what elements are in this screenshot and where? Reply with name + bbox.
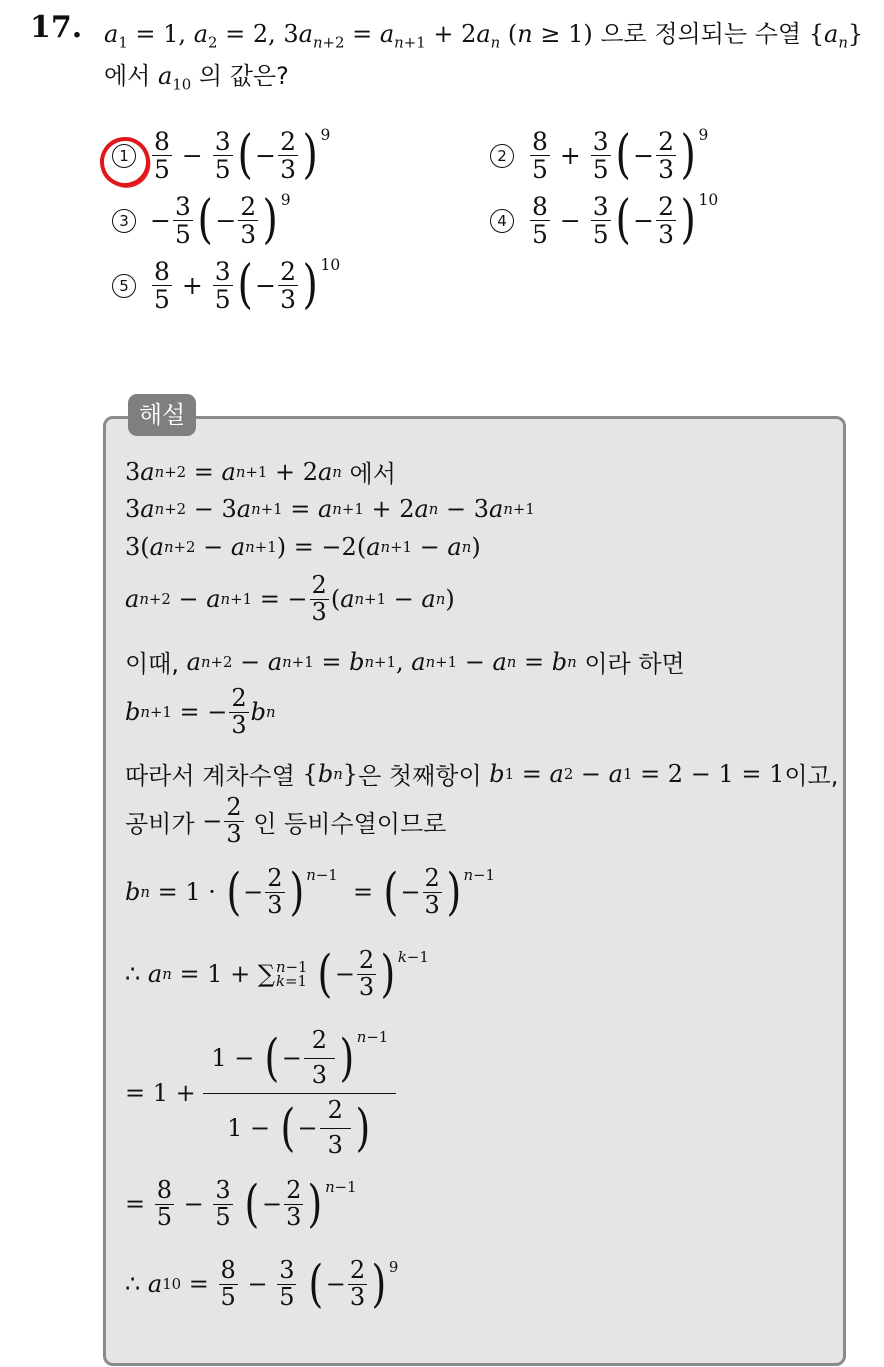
- question-text-1: 으로 정의되는 수열: [600, 20, 802, 48]
- option-2-circle: 2: [490, 144, 514, 168]
- solution-text-7: 공비가: [125, 809, 195, 838]
- solution-line-11: = 1 + 1 − ( − $\frac{2}{3}$ ) n−1 1 − ( − $\frac{2}{3}$ ): [125, 1028, 396, 1159]
- solution-text-2: 이때,: [125, 650, 179, 678]
- solution-text-4: 따라서 계차수열: [125, 762, 295, 790]
- solution-text-8: 인 등비수열이므로: [253, 809, 447, 838]
- solution-line-8: 공비가 − $\frac{2}{3}$ 인 등비수열이므로: [125, 793, 447, 848]
- solution-line-4: a n+2 − a n+1 = − $\frac{2}{3}$ ( a n+1 − a n ): [125, 571, 455, 626]
- solution-line-1: 3 a n+2 = a n+1 + 2 a n 에서: [125, 454, 396, 489]
- option-1[interactable]: 1 $\frac{8}{5}$ − $\frac{3}{5}$ ( − $\frac{2}{3}$ ) 9: [112, 128, 330, 183]
- option-3[interactable]: 3 − $\frac{3}{5}$ ( − $\frac{2}{3}$ ) 9: [112, 193, 291, 248]
- solution-line-10: ∴ a n = 1 + ∑ n−1 k=1 ( − $\frac{2}{3}$ ) k−1: [125, 944, 429, 1004]
- solution-line-12: = $\frac{8}{5}$ − $\frac{3}{5}$ ( − $\frac{2}{3}$ ) n−1: [125, 1174, 357, 1234]
- question-text-2: 에서: [104, 62, 151, 90]
- option-2[interactable]: 2 $\frac{8}{5}$ + $\frac{3}{5}$ ( − $\frac{2}{3}$ ) 9: [490, 128, 708, 183]
- solution-line-9: b n = 1 · ( − $\frac{2}{3}$ ) n−1 = ( − $\frac{2}{3}$ ) n−1: [125, 862, 496, 922]
- solution-text-5: 은 첫째항이: [358, 762, 482, 790]
- question-number: 17.: [30, 10, 83, 45]
- solution-line-2: 3 a n+2 − 3 a n+1 = a n+1 + 2 a n − 3 a n+1: [125, 495, 535, 523]
- solution-text-6: 이고,: [784, 762, 839, 790]
- option-4[interactable]: 4 $\frac{8}{5}$ − $\frac{3}{5}$ ( − $\frac{2}{3}$ ) 10: [490, 193, 718, 248]
- solution-text-3: 이라 하면: [584, 650, 685, 678]
- option-1-circle: 1: [112, 144, 136, 168]
- option-3-circle: 3: [112, 209, 136, 233]
- solution-line-5: 이때, a n+2 − a n+1 = b n+1 , a n+1 − a n = b n 이라 하면: [125, 644, 685, 679]
- solution-text-1: 에서: [349, 460, 396, 488]
- option-5[interactable]: 5 $\frac{8}{5}$ + $\frac{3}{5}$ ( − $\frac{2}{3}$ ) 10: [112, 258, 340, 313]
- question-line-2: 에서 $a_{10}$ 의 값은?: [104, 62, 289, 94]
- solution-line-3: 3( a n+2 − a n+1 ) = −2( a n+1 − a n ): [125, 533, 481, 561]
- option-5-circle: 5: [112, 274, 136, 298]
- solution-line-13: ∴ a 10 = $\frac{8}{5}$ − $\frac{3}{5}$ ( − $\frac{2}{3}$ ) 9: [125, 1254, 399, 1314]
- solution-tag: 해설: [128, 394, 196, 436]
- solution-line-7: 따라서 계차수열 { b n } 은 첫째항이 b 1 = a 2 − a 1 = 2 − 1 = 1 이고,: [125, 756, 838, 791]
- question-line-1: $a_1 = 1$, $a_2 = 2$, $3a_{n+2} = a_{n+1} + 2a_n$ (n ≥ 1) 으로 정의되는 수열 $\{a_n\}$: [104, 20, 864, 52]
- question-text-3: 의 값은?: [198, 62, 289, 90]
- option-4-circle: 4: [490, 209, 514, 233]
- solution-line-6: b n+1 = − $\frac{2}{3}$ b n: [125, 684, 276, 739]
